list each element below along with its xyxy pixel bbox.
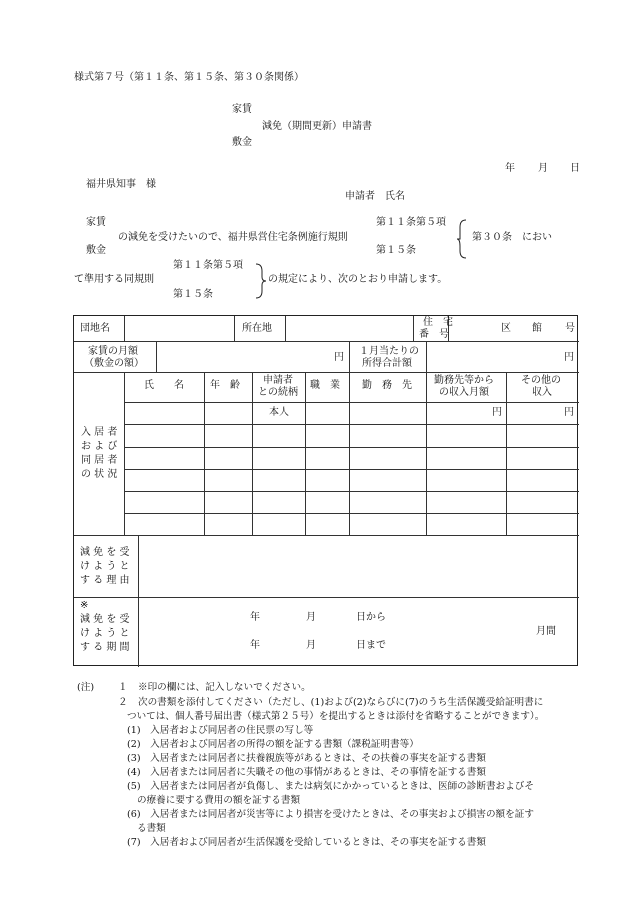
body-article-11-5-b: 第１１条第５項 [173,260,243,271]
residents-label-3: 同 居 者 [81,455,118,466]
number-label: 号 [565,323,575,334]
work-income-yen-unit: 円 [492,407,502,418]
residents-label-1: 入 居 者 [81,427,118,438]
note-1: ※印の欄には、記入しないでください。 [138,682,311,693]
rent-yen-unit: 円 [334,352,344,363]
until-month-label: 月 [306,640,316,651]
applicant-name-label: 申請者 氏名 [345,191,405,202]
application-table [73,315,578,666]
from-year-label: 年 [250,612,260,623]
page-title: 減免（期間更新）申請書 [262,121,372,132]
body-rent: 家賃 [86,217,106,228]
note-item-5-cont: の療養に要する費用の額を証する書類 [137,795,301,806]
residents-label-4: の 状 況 [81,469,118,480]
col-relation-2: との続柄 [258,387,298,398]
other-income-yen-unit: 円 [564,407,574,418]
body-deposit: 敷金 [86,245,106,256]
col-other-income-2: 収入 [532,387,552,398]
note-item-1: (1) 入居者および同居者の住民票の写し等 [127,725,314,736]
note-item-2: (2) 入居者および同居者の所得の額を証する書類（課税証明書等） [127,739,419,750]
col-occupation: 職 業 [310,380,340,391]
note-item-6: (6) 入居者または同居者が災害等により損害を受けたときは、その事実および損害の額を証す [127,809,534,820]
note-item-3: (3) 入居者または同居者に扶養親族等があるときは、その扶養の事実を証する書類 [127,753,486,764]
housing-number-label-1: 住 宅 [423,317,453,328]
col-other-income-1: その他の [521,375,561,386]
col-workplace: 勤 務 先 [362,380,412,391]
income-yen-unit: 円 [564,352,574,363]
brace-right-icon [255,263,267,299]
months-label: 月間 [536,626,556,637]
until-day-label: 日まで [356,640,386,651]
date-year-label: 年 [505,163,515,174]
col-name: 氏 名 [144,380,184,391]
complex-name-label: 団地名 [80,323,110,334]
note-2b: ついては、個人番号届出書（様式第２５号）を提出するときは添付を省略することができます）。 [127,711,545,722]
note-2-number: ２ [118,697,128,708]
note-item-7: (7) 入居者および同居者が生活保護を受給しているときは、その事実を証する書類 [127,837,486,848]
income-total-label-1: １月当たりの [359,346,419,357]
period-label-1: 減 免 を 受 [80,614,130,625]
title-rent: 家賃 [232,104,252,115]
body-article-15: 第１５条 [376,245,416,256]
period-label-2: け よ う と [80,628,130,639]
body-line2-prefix: て準用する同規則 [74,274,154,285]
period-label-3: す る 期 間 [80,642,130,653]
body-article-15-b: 第１５条 [173,289,213,300]
monthly-rent-label-1: 家賃の月額 [88,346,138,357]
note-item-5: (5) 入居者または同居者が負傷し、または病気にかかっているときは、医師の診断書およびそ [127,781,534,792]
body-middle: の減免を受けたいので、福井県営住宅条例施行規則 [118,232,348,243]
date-day-label: 日 [570,163,580,174]
date-month-label: 月 [538,163,548,174]
col-age: 年 齢 [210,380,240,391]
brace-left-icon [456,219,468,259]
reason-label-2: け よ う と [80,561,130,572]
reason-label-3: す る 理 由 [80,575,130,586]
addressee: 福井県知事 様 [86,179,156,190]
from-month-label: 月 [306,612,316,623]
until-year-label: 年 [250,640,260,651]
col-work-income-2: の収入月額 [439,387,489,398]
income-total-label-2: 所得合計額 [362,358,412,369]
monthly-rent-label-2: （敷金の額） [84,358,144,369]
body-line2-suffix: の規定により、次のとおり申請します。 [268,274,448,285]
block-label: 区 [501,323,511,334]
note-1-number: １ [118,682,128,693]
note-item-4: (4) 入居者または同居者に失職その他の事情があるときは、その事情を証する書類 [127,767,486,778]
note-2a: 次の書類を添付してください（ただし、(1)および(2)ならびに(7)のうち生活保護受給証明書に [138,697,544,708]
body-article-11-5: 第１１条第５項 [376,217,446,228]
location-label: 所在地 [242,323,272,334]
self-label: 本人 [269,407,289,418]
note-item-6-cont: る書類 [137,823,166,834]
notes-label: (注) [77,682,95,693]
residents-label-2: お よ び [81,441,118,452]
title-deposit: 敷金 [232,137,252,148]
body-article-30: 第３０条 におい [472,232,552,243]
col-work-income-1: 勤務先等から [434,375,494,386]
col-relation-1: 申請者 [263,375,293,386]
from-day-label: 日から [356,612,386,623]
building-label: 館 [532,323,542,334]
form-number: 様式第７号（第１１条、第１５条、第３０条関係） [74,72,304,83]
housing-number-label-2: 番 号 [419,329,449,340]
reason-label-1: 減 免 を 受 [80,547,130,558]
period-mark: ※ [80,600,89,611]
